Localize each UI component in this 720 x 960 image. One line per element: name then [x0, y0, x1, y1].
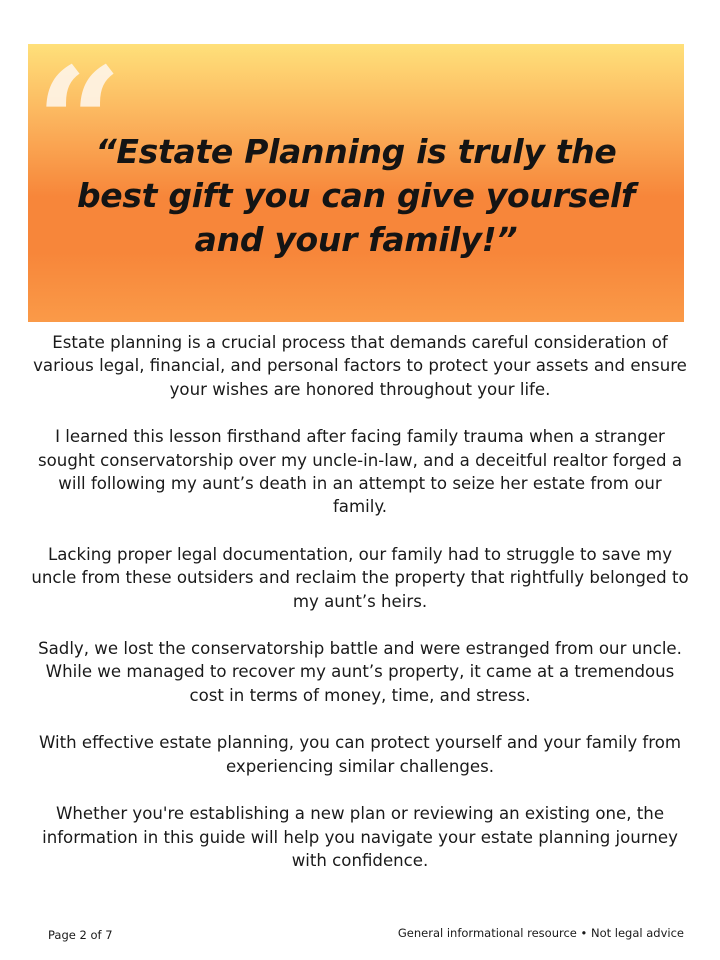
body-text: [30, 331, 690, 896]
disclaimer: General informational resource • Not legal advice: [397, 926, 684, 940]
paragraph-intro: Estate planning is a crucial process that demands careful consideration of various legal, financial, and personal factors to protect your assets and ensure your wishes are honored throughout your life.: [33, 333, 687, 399]
paragraph-struggle: Lacking proper legal documentation, our family had to struggle to save my uncle from these outsiders and reclaim the property that rightfully belonged to my aunt’s heirs.: [31, 544, 689, 611]
page-number: Page 2 of 7: [48, 928, 113, 942]
hero-quote: “Estate Planning is truly the best gift you can give yourself and your family!”: [76, 132, 636, 259]
quote-mark-icon: “: [36, 35, 123, 211]
hero-banner: [28, 35, 684, 322]
paragraph-personal-story: I learned this lesson firsthand after facing family trauma when a stranger sought conservatorship over my uncle-in-law, and a deceitful realtor forged a will following my aunt’s death in an attempt to seize her estate from our family.: [38, 427, 682, 517]
paragraph-guide: Whether you're establishing a new plan or reviewing an existing one, the information in this guide will help you navigate your estate planning journey with confidence.: [42, 804, 678, 870]
paragraph-benefit: With effective estate planning, you can protect yourself and your family from experiencing similar challenges.: [38, 733, 682, 776]
paragraph-outcome: Sadly, we lost the conservatorship battle and were estranged from our uncle. While we managed to recover my aunt’s property, it came at a tremendous cost in terms of money, time, and stress.: [38, 639, 682, 705]
